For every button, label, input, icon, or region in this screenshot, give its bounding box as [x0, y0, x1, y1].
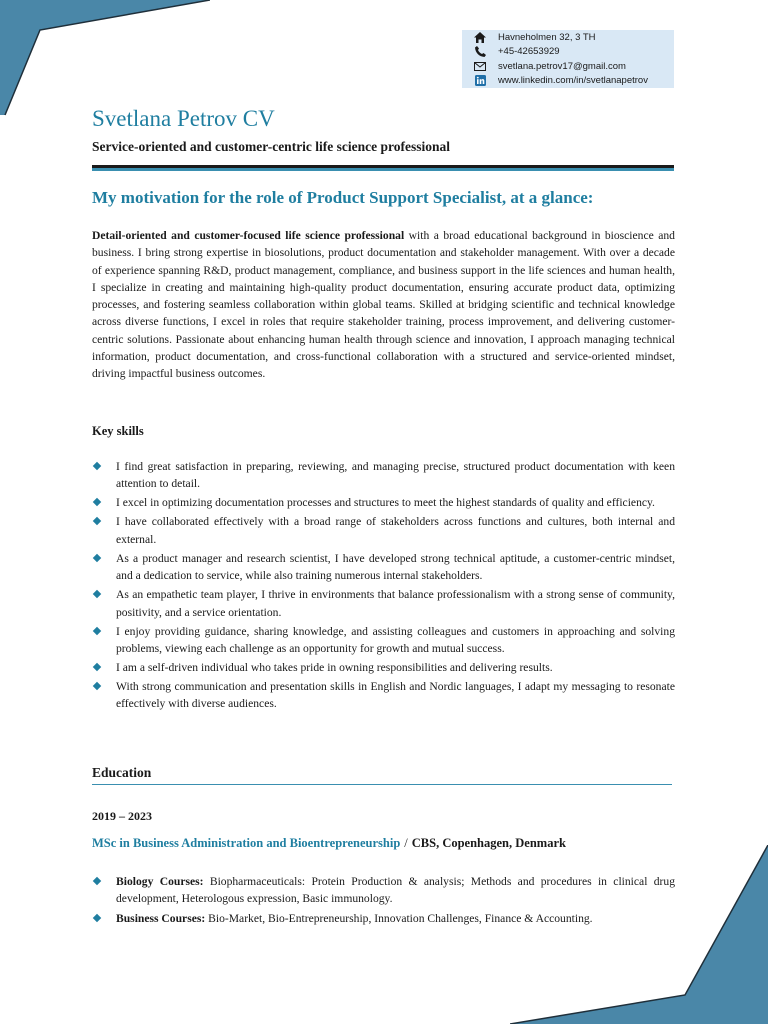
education-divider — [92, 784, 672, 785]
contact-linkedin — [462, 74, 674, 89]
linkedin-link[interactable]: www.linkedin.com/in/svetlanapetrov — [498, 75, 648, 87]
contact-phone — [462, 45, 674, 60]
list-item — [92, 550, 675, 585]
list-item — [92, 623, 675, 658]
list-item — [92, 659, 675, 676]
degree-name: MSc in Business Administration and Bioentrepreneurship — [92, 836, 401, 850]
diamond-bullet-icon — [93, 462, 101, 470]
diamond-bullet-icon — [93, 517, 101, 525]
course-text: Biopharmaceuticals: Protein Production & analysis; Methods and procedures in clinical drug development, Heterologous expression, Basic immunology. — [116, 875, 675, 906]
skill-text: As a product manager and research scientist, I have developed strong technical aptitude, a customer-centric mindset, and a dedication to service, while also training numerous internal stakeholders. — [116, 551, 675, 583]
diamond-bullet-icon — [93, 554, 101, 562]
address-text: Havneholmen 32, 3 TH — [498, 31, 596, 43]
skill-text: I am a self-driven individual who takes pride in owning responsibilities and delivering results. — [116, 661, 553, 675]
list-item — [92, 586, 675, 621]
skill-text: I have collaborated effectively with a broad range of stakeholders across functions and cultures, both internal and external. — [116, 515, 675, 546]
skill-text: I find great satisfaction in preparing, reviewing, and managing precise, structured product documentation with keen attention to detail. — [116, 460, 675, 491]
email-link[interactable]: svetlana.petrov17@gmail.com — [498, 60, 626, 72]
degree-separator: / — [404, 836, 408, 850]
skill-text: As an empathetic team player, I thrive in environments that balance professionalism with a strong sense of community, positivity, and a service orientation. — [116, 588, 675, 619]
intro-bold-text: Detail-oriented and customer-focused life science professional — [92, 229, 405, 242]
mail-icon — [462, 62, 498, 71]
home-icon — [462, 32, 498, 43]
phone-icon — [462, 46, 498, 57]
corner-decoration-bottom-right — [510, 845, 768, 1024]
linkedin-icon — [462, 75, 498, 86]
diamond-bullet-icon — [93, 914, 101, 922]
skill-text: I enjoy providing guidance, sharing knowledge, and assisting colleagues and customers in approaching and solving problems, viewing each challenge as an opportunity for growth and mutual success. — [116, 624, 675, 655]
diamond-bullet-icon — [93, 663, 101, 671]
institution-name: CBS, Copenhagen, Denmark — [411, 836, 566, 850]
skill-text: With strong communication and presentation skills in English and Nordic languages, I adapt my messaging to resonate effectively with diverse audiences. — [116, 680, 675, 711]
diamond-bullet-icon — [93, 498, 101, 506]
list-item — [92, 494, 675, 511]
list-item — [92, 513, 675, 548]
diamond-bullet-icon — [93, 626, 101, 634]
page-title: Svetlana Petrov CV — [92, 106, 275, 131]
diamond-bullet-icon — [93, 682, 101, 690]
degree-line — [92, 836, 566, 851]
contact-address — [462, 30, 674, 45]
diamond-bullet-icon — [93, 877, 101, 885]
course-label: Business Courses: — [116, 912, 206, 926]
intro-text: with a broad educational background in bioscience and business. I bring strong expertise in biosolutions, product documentation and stakeholder management. With over a decade of experience spanning R&D, product management, compliance, and business support in the life sciences and human health, I specialize in creating and maintaining high-quality product documentation, ensuring accurate product data, optimizing processes, and fostering seamless collaboration within global teams. Skilled at bridging scientific and technical knowledge across diverse functions, I excel in roles that require stakeholder training, process improvement, and delivering customer-centric solutions. Passionate about enhancing human health through science and innovation, I approach managing technical information, product documentation, and cross-functional collaboration with a structured and service-oriented mindset, driving impactful business outcomes. — [92, 229, 675, 381]
skill-text: I excel in optimizing documentation processes and structures to meet the highest standards of quality and efficiency. — [116, 496, 655, 510]
phone-text[interactable]: +45-42653929 — [498, 46, 560, 58]
list-item — [92, 458, 675, 493]
contact-email — [462, 59, 674, 74]
intro-paragraph — [92, 227, 675, 383]
course-text: Bio-Market, Bio-Entrepreneurship, Innovation Challenges, Finance & Accounting. — [205, 912, 593, 926]
page-subtitle: Service-oriented and customer-centric life science professional — [92, 139, 451, 154]
diamond-bullet-icon — [93, 590, 101, 598]
motivation-heading: My motivation for the role of Product Support Specialist, at a glance: — [92, 188, 594, 207]
list-item — [92, 678, 675, 713]
contact-block — [462, 30, 674, 88]
education-years: 2019 – 2023 — [92, 809, 152, 823]
key-skills-heading: Key skills — [92, 424, 144, 438]
course-label: Biology Courses: — [116, 875, 204, 888]
key-skills-list — [92, 458, 675, 715]
education-heading: Education — [92, 765, 152, 780]
header-divider-blue — [92, 168, 674, 171]
